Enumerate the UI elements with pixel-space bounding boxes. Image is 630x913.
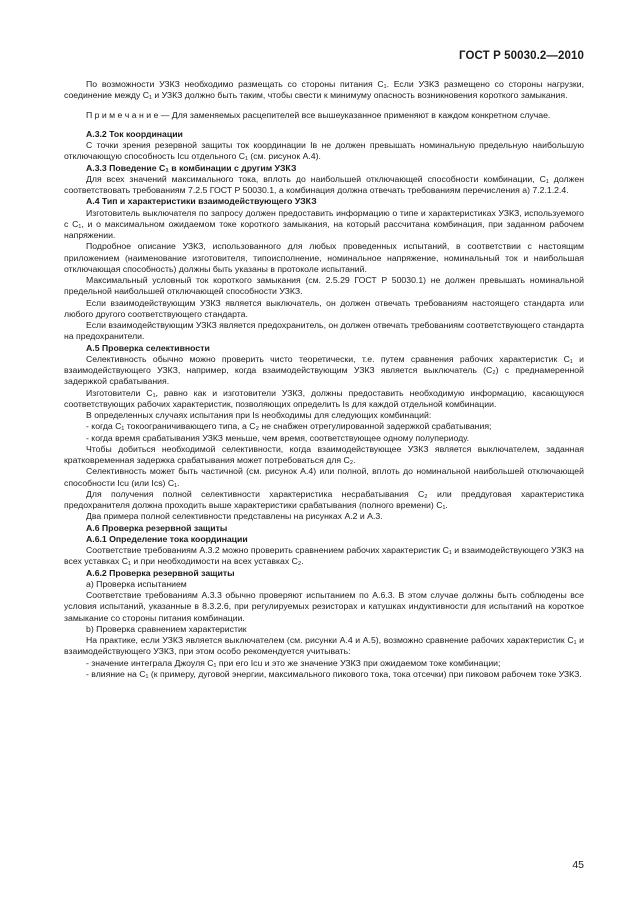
page-number: 45 [572,859,584,871]
paragraph: Если взаимодействующим УЗКЗ является предохранитель, он должен отвечать требованиям соответствующего стандарта на предохранители. [64,320,584,342]
section-heading: А.6.2 Проверка резервной защиты [86,567,235,578]
spacer [64,121,584,129]
spacer [64,102,584,110]
paragraph: На практике, если УЗКЗ является выключателем (см. рисунки А.4 и А.5), возможно сравнение рабочих характеристик С₁ и взаимодействующего УЗКЗ, при этом особо рекомендуется учитывать: [64,635,584,657]
paragraph: Если взаимодействующим УЗКЗ является выключатель, он должен отвечать требованиям настоящего стандарта или любого другого соответствующего стандарта. [64,297,584,319]
paragraph: Максимальный условный ток короткого замыкания (см. 2.5.29 ГОСТ Р 50030.1) не должен превышать номинальной предельной наибольшей отключающей способности УЗКЗ. [64,275,584,297]
paragraph: Для получения полной селективности характеристика несрабатывания С₂ или преддуговая характеристика предохранителя должна проходить выше характеристики срабатывания (полного времени) С₁. [64,488,584,510]
paragraph: Соответствие требованиям А.3.3 обычно проверяют испытанием по А.6.3. В этом случае должны быть соблюдены все условия испытаний, указанные в 8.3.2.6, при регулируемых резисторах и катушках индуктивности для испытаний на короткое замыкание со стороны питания комбинации. [64,590,584,623]
document-body [64,79,584,680]
list-item: - когда С₁ токоограничивающего типа, а С₂ не снабжен отрегулированной задержкой срабатывания; [86,421,492,432]
section-heading: А.6 Проверка резервной защиты [86,522,228,533]
paragraph: По возможности УЗКЗ необходимо размещать со стороны питания С₁. Если УЗКЗ размещено со стороны нагрузки, соединение между С₁ и УЗКЗ должно быть таким, чтобы свести к минимуму опасность возникновения короткого замыкания. [64,79,584,101]
section-heading: А.5 Проверка селективности [86,342,210,353]
paragraph: В определенных случаях испытания при Is необходимы для следующих комбинаций: [86,410,432,420]
paragraph: Подробное описание УЗКЗ, использованного для любых проведенных испытаний, в соответствии с настоящим приложением (наименование изготовителя, типоисполнение, номинальное напряжение, номинальный ток и наибольшая отключающая способность) должны быть указаны в протоколе испытаний. [64,241,584,274]
section-heading: А.4 Тип и характеристики взаимодействующего УЗКЗ [86,196,317,207]
paragraph: Для всех значений максимального тока, вплоть до наибольшей отключающей способности комбинации, С₁ должен соответствовать требованиям 7.2.5 ГОСТ Р 50030.1, а комбинация должна отвечать требованиям перечисления а) 7.2.1.2.4. [64,173,584,195]
section-heading: А.6.1 Определение тока координации [86,533,248,544]
list-item: - когда время срабатывания УЗКЗ меньше, чем время, соответствующее одному полупериоду. [86,432,470,443]
paragraph: С точки зрения резервной защиты ток координации Iв не должен превышать номинальную предельную наибольшую отключающую способность Icu отдельного С₁ (см. рисунок А.4). [64,140,584,162]
paragraph: Чтобы добиться необходимой селективности, когда взаимодействующее УЗКЗ является выключателем, заданная кратковременная задержка срабатывания может потребоваться для С₂. [64,443,584,465]
section-heading: А.3.3 Поведение С₁ в комбинации с другим УЗКЗ [86,162,297,173]
paragraph: Изготовители С₁, равно как и изготовители УЗКЗ, должны предоставить необходимую информацию, касающуюся соответствующих рабочих характеристик, позволяющих определить Is для каждой отдельной комбинации. [64,387,584,409]
section-heading: А.3.2 Ток координации [86,128,183,139]
paragraph: Селективность обычно можно проверить чисто теоретически, т.е. путем сравнения рабочих характеристик С₁ и взаимодействующего УЗКЗ, например, когда взаимодействующим УЗКЗ является выключатель (С₂) с преднамеренной задержкой срабатывания. [64,353,584,387]
note: П р и м е ч а н и е — Для заменяемых расцепителей все вышеуказанное применяют в каждом конкретном случае. [86,109,551,120]
paragraph: Изготовитель выключателя по запросу должен предоставить информацию о типе и характеристиках УЗКЗ, используемого с С₁, и о максимальном ожидаемом токе короткого замыкания, на который рассчитана комбинация, при заданном рабочем напряжении. [64,207,584,240]
paragraph: а) Проверка испытанием [86,578,187,589]
paragraph: Соответствие требованиям А.3.2 можно проверить сравнением рабочих характеристик С₁ и взаимодействующего УЗКЗ на всех уставках С₁ и при необходимости на всех уставках С₂. [64,545,584,567]
paragraph: Два примера полной селективности представлены на рисунках А.2 и А.3. [86,511,383,522]
list-item: - влияние на С₁ (к примеру, дуговой энергии, максимального пикового тока, тока отсечки) при пиковом рабочем токе УЗКЗ. [86,668,582,679]
list-item: - значение интеграла Джоуля С₁ при его Icu и это же значение УЗКЗ при ожидаемом токе комбинации; [86,657,501,668]
paragraph: b) Проверка сравнением характеристик [86,623,247,634]
paragraph: Селективность может быть частичной (см. рисунок А.4) или полной, вплоть до номинальной наибольшей отключающей способности Icu (или Ics) С₁. [64,466,584,488]
document-header: ГОСТ Р 50030.2—2010 [459,50,584,62]
